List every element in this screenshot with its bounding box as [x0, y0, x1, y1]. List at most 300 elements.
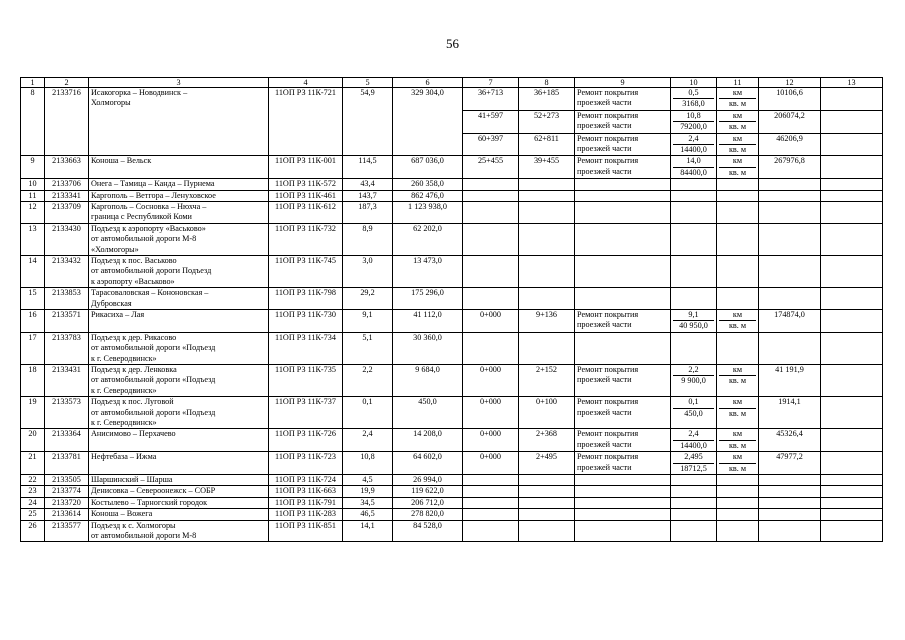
segment-to: 2+152 — [519, 365, 575, 397]
unit-area: кв. м — [728, 440, 747, 450]
road-id: 11ОП РЗ 11К-721 — [269, 88, 343, 111]
empty-cell — [519, 223, 575, 255]
header-cell: 5 — [343, 78, 393, 88]
empty-cell — [671, 255, 717, 287]
segment-total: 45326,4 — [759, 429, 821, 452]
unit-cell — [717, 110, 759, 133]
segment-from: 41+597 — [463, 110, 519, 133]
road-id: 11ОП РЗ 11К-745 — [269, 255, 343, 287]
road-code: 2133720 — [45, 497, 89, 508]
road-code: 2133774 — [45, 486, 89, 497]
road-value: 26 994,0 — [393, 475, 463, 486]
empty-cell — [717, 190, 759, 201]
road-length: 14,1 — [343, 520, 393, 542]
road-id: 11ОП РЗ 11К-851 — [269, 520, 343, 542]
unit-area: кв. м — [728, 321, 747, 331]
empty-cell — [759, 509, 821, 520]
table-row — [21, 475, 883, 486]
row-number: 16 — [21, 310, 45, 333]
work-type: Ремонт покрытия проезжей части — [575, 156, 671, 179]
header-cell: 3 — [89, 78, 269, 88]
segment-to: 39+455 — [519, 156, 575, 179]
empty-cell — [575, 509, 671, 520]
unit-area: кв. м — [728, 99, 747, 109]
empty-cell — [759, 486, 821, 497]
road-name: Тарасоваловская – Кононовская – Дубровская — [89, 288, 269, 310]
row-number: 23 — [21, 486, 45, 497]
quantity-area: 84400,0 — [680, 167, 707, 177]
empty-cell — [463, 475, 519, 486]
road-value: 64 602,0 — [393, 452, 463, 475]
empty-cell — [759, 475, 821, 486]
road-length: 114,5 — [343, 156, 393, 179]
empty-cell — [575, 520, 671, 542]
quantity-area: 14400,0 — [680, 144, 707, 154]
empty-cell — [575, 486, 671, 497]
row-number: 10 — [21, 179, 45, 190]
road-id: 11ОП РЗ 11К-612 — [269, 201, 343, 223]
unit-area: кв. м — [728, 122, 747, 132]
empty-cell — [821, 365, 883, 397]
empty-cell — [821, 110, 883, 133]
table-row — [21, 310, 883, 333]
road-id — [269, 110, 343, 133]
empty-cell — [671, 179, 717, 190]
quantity-cell — [671, 310, 717, 333]
empty-cell — [759, 288, 821, 310]
segment-to: 2+495 — [519, 452, 575, 475]
empty-cell — [463, 223, 519, 255]
unit-cell — [717, 365, 759, 397]
row-number: 15 — [21, 288, 45, 310]
segment-total: 267976,8 — [759, 156, 821, 179]
empty-cell — [671, 201, 717, 223]
empty-cell — [821, 429, 883, 452]
empty-cell — [821, 509, 883, 520]
table-row — [21, 397, 883, 429]
road-value: 84 528,0 — [393, 520, 463, 542]
empty-cell — [671, 475, 717, 486]
empty-cell — [717, 509, 759, 520]
quantity-cell — [671, 397, 717, 429]
unit-cell — [717, 452, 759, 475]
empty-cell — [821, 288, 883, 310]
quantity-cell — [671, 365, 717, 397]
header-cell: 12 — [759, 78, 821, 88]
empty-cell — [717, 486, 759, 497]
road-id: 11ОП РЗ 11К-572 — [269, 179, 343, 190]
road-code: 2133431 — [45, 365, 89, 397]
quantity-area: 450,0 — [684, 408, 703, 418]
unit-area: кв. м — [728, 167, 747, 177]
empty-cell — [519, 486, 575, 497]
segment-from: 0+000 — [463, 365, 519, 397]
empty-cell — [759, 255, 821, 287]
empty-cell — [671, 497, 717, 508]
empty-cell — [575, 201, 671, 223]
quantity-km: 10,8 — [673, 111, 714, 122]
road-code: 2133571 — [45, 310, 89, 333]
empty-cell — [717, 332, 759, 364]
table-row — [21, 255, 883, 287]
quantity-cell — [671, 452, 717, 475]
road-length: 143,7 — [343, 190, 393, 201]
empty-cell — [519, 179, 575, 190]
road-name: Подъезд к аэропорту «Васьково» от автомобильной дороги М-8 «Холмогоры» — [89, 223, 269, 255]
empty-cell — [575, 179, 671, 190]
header-cell: 13 — [821, 78, 883, 88]
unit-km: км — [719, 429, 756, 440]
empty-cell — [821, 179, 883, 190]
road-id — [269, 133, 343, 156]
empty-cell — [463, 190, 519, 201]
segment-from: 25+455 — [463, 156, 519, 179]
row-number: 11 — [21, 190, 45, 201]
segment-total: 174874,0 — [759, 310, 821, 333]
road-name: Каргополь – Ветгора – Ленуховское — [89, 190, 269, 201]
road-length: 187,3 — [343, 201, 393, 223]
work-type: Ремонт покрытия проезжей части — [575, 452, 671, 475]
road-id: 11ОП РЗ 11К-737 — [269, 397, 343, 429]
empty-cell — [821, 190, 883, 201]
unit-cell — [717, 310, 759, 333]
road-value: 13 473,0 — [393, 255, 463, 287]
quantity-cell — [671, 110, 717, 133]
segment-from: 0+000 — [463, 429, 519, 452]
empty-cell — [821, 88, 883, 111]
road-value: 206 712,0 — [393, 497, 463, 508]
road-length: 29,2 — [343, 288, 393, 310]
empty-cell — [821, 310, 883, 333]
empty-cell — [759, 201, 821, 223]
empty-cell — [717, 255, 759, 287]
empty-cell — [519, 201, 575, 223]
empty-cell — [575, 255, 671, 287]
table-row — [21, 332, 883, 364]
empty-cell — [519, 288, 575, 310]
empty-cell — [463, 288, 519, 310]
road-code: 2133341 — [45, 190, 89, 201]
work-type: Ремонт покрытия проезжей части — [575, 429, 671, 452]
table-row — [21, 520, 883, 542]
empty-cell — [575, 497, 671, 508]
road-code — [45, 133, 89, 156]
empty-cell — [821, 156, 883, 179]
quantity-km: 2,2 — [673, 365, 714, 376]
empty-cell — [463, 509, 519, 520]
quantity-km: 0,5 — [673, 88, 714, 99]
road-id: 11ОП РЗ 11К-798 — [269, 288, 343, 310]
road-length — [343, 110, 393, 133]
empty-cell — [671, 190, 717, 201]
page-number: 56 — [446, 36, 459, 51]
row-number: 26 — [21, 520, 45, 542]
road-length: 3,0 — [343, 255, 393, 287]
unit-area: кв. м — [728, 408, 747, 418]
header-cell: 10 — [671, 78, 717, 88]
empty-cell — [821, 520, 883, 542]
table-row — [21, 156, 883, 179]
road-name: Анисимово – Перхачево — [89, 429, 269, 452]
empty-cell — [575, 223, 671, 255]
road-name: Костылево – Тарногский городок — [89, 497, 269, 508]
road-value: 30 360,0 — [393, 332, 463, 364]
empty-cell — [759, 497, 821, 508]
road-code: 2133573 — [45, 397, 89, 429]
empty-cell — [463, 255, 519, 287]
road-code: 2133706 — [45, 179, 89, 190]
segment-from: 60+397 — [463, 133, 519, 156]
unit-km: км — [719, 310, 756, 321]
road-name — [89, 110, 269, 133]
work-type: Ремонт покрытия проезжей части — [575, 365, 671, 397]
unit-area: кв. м — [728, 144, 747, 154]
road-id: 11ОП РЗ 11К-735 — [269, 365, 343, 397]
empty-cell — [821, 486, 883, 497]
empty-cell — [519, 332, 575, 364]
unit-cell — [717, 429, 759, 452]
road-value: 62 202,0 — [393, 223, 463, 255]
road-name: Шаршинский – Шарша — [89, 475, 269, 486]
unit-area: кв. м — [728, 463, 747, 473]
work-type: Ремонт покрытия проезжей части — [575, 397, 671, 429]
segment-total: 206074,2 — [759, 110, 821, 133]
row-number — [21, 133, 45, 156]
header-cell: 1 — [21, 78, 45, 88]
segment-from: 0+000 — [463, 310, 519, 333]
road-value: 450,0 — [393, 397, 463, 429]
empty-cell — [519, 520, 575, 542]
segment-from: 0+000 — [463, 452, 519, 475]
empty-cell — [463, 201, 519, 223]
unit-km: км — [719, 111, 756, 122]
road-length: 19,9 — [343, 486, 393, 497]
road-name: Коноша – Вельск — [89, 156, 269, 179]
header-cell: 6 — [393, 78, 463, 88]
road-value: 175 296,0 — [393, 288, 463, 310]
empty-cell — [759, 332, 821, 364]
row-number — [21, 110, 45, 133]
work-type: Ремонт покрытия проезжей части — [575, 310, 671, 333]
empty-cell — [575, 288, 671, 310]
unit-km: км — [719, 88, 756, 99]
table-row — [21, 497, 883, 508]
table-row — [21, 429, 883, 452]
empty-cell — [759, 190, 821, 201]
empty-cell — [821, 223, 883, 255]
row-number: 9 — [21, 156, 45, 179]
road-name: Подъезд к дер. Рикасово от автомобильной дороги «Подъезд к г. Северодвинск» — [89, 332, 269, 364]
empty-cell — [519, 255, 575, 287]
empty-cell — [821, 452, 883, 475]
empty-cell — [671, 486, 717, 497]
empty-cell — [519, 497, 575, 508]
row-number: 20 — [21, 429, 45, 452]
road-id: 11ОП РЗ 11К-791 — [269, 497, 343, 508]
work-type: Ремонт покрытия проезжей части — [575, 133, 671, 156]
road-value: 1 123 938,0 — [393, 201, 463, 223]
road-length: 5,1 — [343, 332, 393, 364]
empty-cell — [717, 201, 759, 223]
quantity-area: 79200,0 — [680, 122, 707, 132]
row-number: 19 — [21, 397, 45, 429]
table-row — [21, 190, 883, 201]
segment-total: 10106,6 — [759, 88, 821, 111]
row-number: 8 — [21, 88, 45, 111]
row-number: 12 — [21, 201, 45, 223]
row-number: 18 — [21, 365, 45, 397]
unit-cell — [717, 156, 759, 179]
row-number: 14 — [21, 255, 45, 287]
road-length — [343, 133, 393, 156]
header-row — [21, 78, 883, 88]
empty-cell — [821, 201, 883, 223]
quantity-cell — [671, 133, 717, 156]
road-code: 2133709 — [45, 201, 89, 223]
empty-cell — [821, 497, 883, 508]
header-cell: 4 — [269, 78, 343, 88]
unit-km: км — [719, 452, 756, 463]
empty-cell — [671, 509, 717, 520]
road-length: 0,1 — [343, 397, 393, 429]
road-code: 2133430 — [45, 223, 89, 255]
row-number: 21 — [21, 452, 45, 475]
road-value: 14 208,0 — [393, 429, 463, 452]
quantity-area: 40 950,0 — [679, 321, 708, 331]
row-number: 17 — [21, 332, 45, 364]
empty-cell — [821, 475, 883, 486]
segment-total: 46206,9 — [759, 133, 821, 156]
road-value: 687 036,0 — [393, 156, 463, 179]
quantity-km: 2,4 — [673, 134, 714, 145]
empty-cell — [717, 475, 759, 486]
road-name — [89, 133, 269, 156]
segment-to: 0+100 — [519, 397, 575, 429]
road-name: Нефтебаза – Ижма — [89, 452, 269, 475]
road-code: 2133432 — [45, 255, 89, 287]
road-length: 34,5 — [343, 497, 393, 508]
road-code: 2133781 — [45, 452, 89, 475]
empty-cell — [575, 332, 671, 364]
road-value — [393, 110, 463, 133]
road-name: Каргополь – Сосновка – Нюхча – граница с Республикой Коми — [89, 201, 269, 223]
segment-to: 36+185 — [519, 88, 575, 111]
segment-to: 9+136 — [519, 310, 575, 333]
table-row — [21, 223, 883, 255]
road-code: 2133716 — [45, 88, 89, 111]
segment-total: 41 191,9 — [759, 365, 821, 397]
header-cell: 2 — [45, 78, 89, 88]
table-row — [21, 288, 883, 310]
road-value: 260 358,0 — [393, 179, 463, 190]
road-value: 119 622,0 — [393, 486, 463, 497]
road-name: Подъезд к пос. Васьково от автомобильной дороги Подъезд к аэропорту «Васьково» — [89, 255, 269, 287]
road-length: 4,5 — [343, 475, 393, 486]
empty-cell — [671, 332, 717, 364]
road-length: 43,4 — [343, 179, 393, 190]
road-id: 11ОП РЗ 11К-461 — [269, 190, 343, 201]
table-row — [21, 110, 883, 133]
unit-km: км — [719, 397, 756, 408]
road-length: 2,2 — [343, 365, 393, 397]
table-row — [21, 179, 883, 190]
header-cell: 11 — [717, 78, 759, 88]
row-number: 25 — [21, 509, 45, 520]
segment-to: 2+368 — [519, 429, 575, 452]
road-id: 11ОП РЗ 11К-730 — [269, 310, 343, 333]
empty-cell — [759, 223, 821, 255]
road-name: Онега – Тамица – Канда – Пурнема — [89, 179, 269, 190]
table-row — [21, 452, 883, 475]
road-name: Подъезд к с. Холмогоры от автомобильной дороги М-8 — [89, 520, 269, 542]
segment-total: 1914,1 — [759, 397, 821, 429]
road-name: Исакогорка – Новодвинск – Холмогоры — [89, 88, 269, 111]
road-name: Подъезд к дер. Ленковка от автомобильной дороги «Подъезд к г. Северодвинск» — [89, 365, 269, 397]
empty-cell — [463, 486, 519, 497]
unit-cell — [717, 88, 759, 111]
segment-from: 0+000 — [463, 397, 519, 429]
unit-area: кв. м — [728, 376, 747, 386]
quantity-area: 18712,5 — [680, 463, 707, 473]
road-code: 2133505 — [45, 475, 89, 486]
road-value: 862 476,0 — [393, 190, 463, 201]
unit-km: км — [719, 156, 756, 167]
table-row — [21, 365, 883, 397]
empty-cell — [821, 332, 883, 364]
empty-cell — [575, 475, 671, 486]
empty-cell — [717, 520, 759, 542]
empty-cell — [671, 288, 717, 310]
header-cell: 9 — [575, 78, 671, 88]
empty-cell — [575, 190, 671, 201]
header-cell: 8 — [519, 78, 575, 88]
road-id: 11ОП РЗ 11К-723 — [269, 452, 343, 475]
unit-km: км — [719, 365, 756, 376]
road-id: 11ОП РЗ 11К-724 — [269, 475, 343, 486]
quantity-cell — [671, 156, 717, 179]
road-id: 11ОП РЗ 11К-726 — [269, 429, 343, 452]
road-code: 2133364 — [45, 429, 89, 452]
road-length: 9,1 — [343, 310, 393, 333]
table-row — [21, 133, 883, 156]
road-length: 54,9 — [343, 88, 393, 111]
empty-cell — [671, 520, 717, 542]
empty-cell — [671, 223, 717, 255]
road-value — [393, 133, 463, 156]
empty-cell — [463, 497, 519, 508]
road-id: 11ОП РЗ 11К-001 — [269, 156, 343, 179]
row-number: 22 — [21, 475, 45, 486]
table-row — [21, 509, 883, 520]
road-code: 2133614 — [45, 509, 89, 520]
road-name: Денисовка – Североонежск – СОБР — [89, 486, 269, 497]
empty-cell — [463, 332, 519, 364]
empty-cell — [759, 520, 821, 542]
road-value: 9 684,0 — [393, 365, 463, 397]
quantity-area: 14400,0 — [680, 440, 707, 450]
unit-cell — [717, 397, 759, 429]
road-value: 329 304,0 — [393, 88, 463, 111]
road-id: 11ОП РЗ 11К-283 — [269, 509, 343, 520]
road-id: 11ОП РЗ 11К-734 — [269, 332, 343, 364]
segment-to: 62+811 — [519, 133, 575, 156]
segment-to: 52+273 — [519, 110, 575, 133]
quantity-area: 9 900,0 — [681, 376, 706, 386]
work-type: Ремонт покрытия проезжей части — [575, 110, 671, 133]
road-id: 11ОП РЗ 11К-663 — [269, 486, 343, 497]
road-length: 2,4 — [343, 429, 393, 452]
empty-cell — [519, 475, 575, 486]
